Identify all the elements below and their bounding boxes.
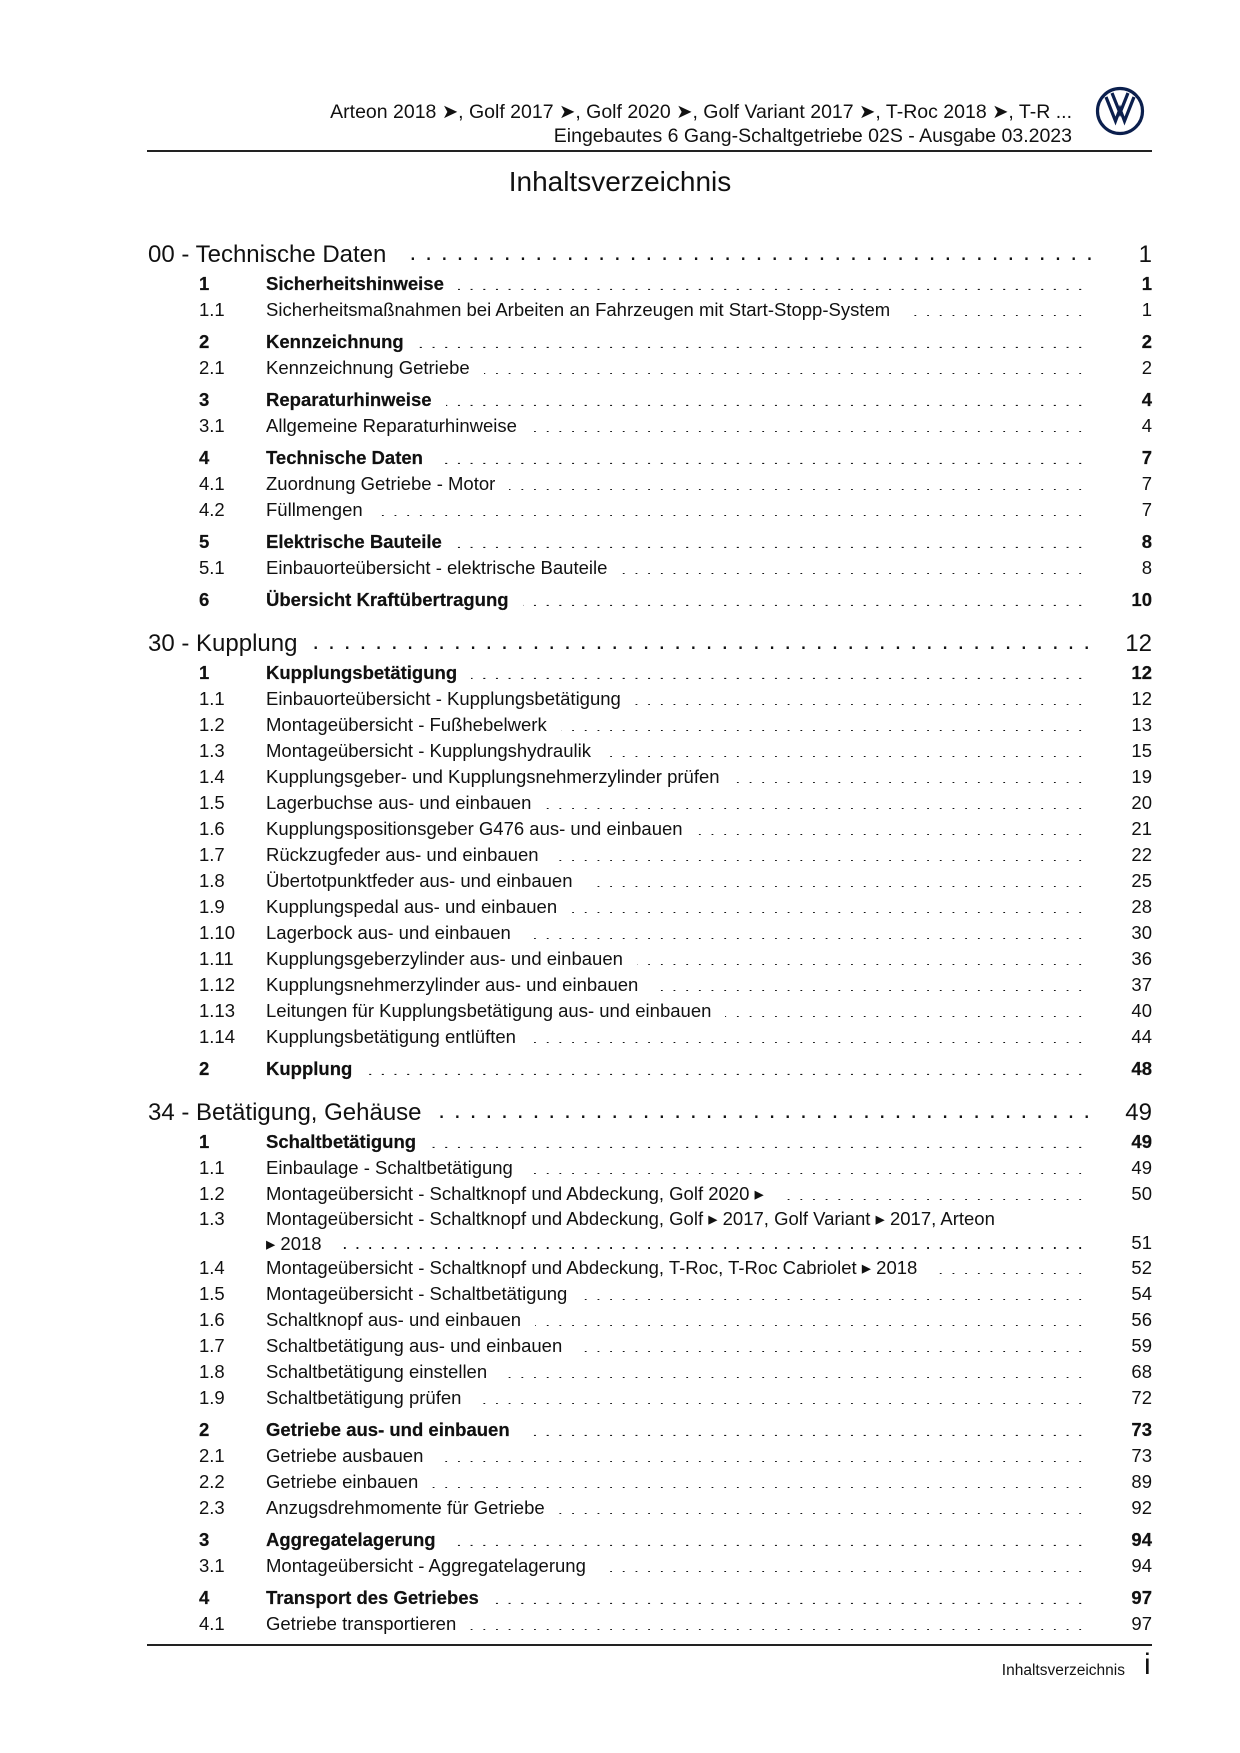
toc-entry-number: 5 <box>199 531 210 552</box>
toc-entry-label: Zuordnung Getriebe - Motor <box>266 473 496 494</box>
toc-entry[interactable] <box>148 1207 1152 1255</box>
toc-entry-number: 1.13 <box>199 1000 236 1021</box>
toc-entry-label: Technische Daten <box>266 447 423 468</box>
toc-entry-label-continued: ▸ 2018 <box>266 1232 322 1254</box>
toc-page-number: 56 <box>1131 1309 1152 1330</box>
toc-entry[interactable] <box>148 387 1152 413</box>
toc-entry-label: Schaltbetätigung <box>266 1131 417 1152</box>
toc-entry-label: Montageübersicht - Schaltknopf und Abdeckung, Golf ▸ 2017, Golf Variant ▸ 2017, Arteon <box>266 1208 995 1229</box>
toc-entry-number: 1.3 <box>199 740 225 761</box>
toc-entry-label: Transport des Getriebes <box>266 1587 479 1608</box>
toc-entry[interactable] <box>148 497 1152 523</box>
leader-dots <box>904 298 1084 317</box>
toc-entry-number: 3.1 <box>199 1555 225 1576</box>
toc-page-number: 22 <box>1131 844 1152 865</box>
toc-page-number: 1 <box>1141 299 1152 320</box>
toc-page-number: 37 <box>1131 974 1152 995</box>
leader-dots <box>734 765 1084 784</box>
toc-page-number: 72 <box>1131 1387 1152 1408</box>
toc-entry-number: 1.8 <box>199 870 225 891</box>
toc-entry-number: 1.1 <box>199 299 225 320</box>
header-divider <box>147 150 1152 152</box>
page-title: Inhaltsverzeichnis <box>508 166 732 197</box>
toc-entry-number: 6 <box>199 589 210 610</box>
leader-dots <box>553 843 1084 862</box>
footer-page-number: i <box>1144 1648 1151 1681</box>
toc-entry[interactable] <box>148 555 1152 581</box>
toc-page-number: 2 <box>1141 331 1152 352</box>
leader-dots <box>458 272 1084 291</box>
toc-page-number: 49 <box>1131 1157 1152 1178</box>
toc-entry-number: 2 <box>199 1058 210 1079</box>
toc-entry-number: 2.1 <box>199 357 225 378</box>
toc-entry-number: 4.1 <box>199 1613 225 1634</box>
leader-dots <box>523 588 1084 607</box>
toc-page-number: 89 <box>1131 1471 1152 1492</box>
toc-entry-number: 1.4 <box>199 766 225 787</box>
toc-entry-number: 1.11 <box>199 948 234 969</box>
header-subtitle-line: Eingebautes 6 Gang-Schaltgetriebe 02S - Ausgabe 03.2023 <box>553 125 1072 147</box>
leader-dots <box>576 1334 1084 1353</box>
toc-page-number: 50 <box>1131 1183 1152 1204</box>
toc-chapter-00[interactable] <box>148 238 1152 268</box>
toc-entry-label: Schaltbetätigung prüfen <box>266 1387 462 1408</box>
leader-dots <box>366 1057 1084 1076</box>
toc-entry[interactable] <box>148 1611 1152 1637</box>
toc-entry-number: 1.14 <box>199 1026 236 1047</box>
leader-dots <box>600 1554 1084 1573</box>
toc-page-number: 7 <box>1141 447 1152 468</box>
toc-page-number: 8 <box>1141 557 1152 578</box>
leader-dots <box>446 388 1084 407</box>
toc-entry-number: 2.3 <box>199 1497 225 1518</box>
toc-entry-number: 1 <box>199 273 210 294</box>
toc-entry[interactable] <box>148 1527 1152 1553</box>
vw-logo-icon <box>1095 86 1145 136</box>
toc-entry[interactable] <box>148 1359 1152 1385</box>
toc-page-number: 36 <box>1131 948 1152 969</box>
toc-page-number: 30 <box>1131 922 1152 943</box>
leader-dots <box>430 1130 1084 1149</box>
toc-page-number: 21 <box>1131 818 1152 839</box>
toc-page-number: 97 <box>1131 1587 1152 1608</box>
leader-dots <box>437 1444 1084 1463</box>
leader-dots <box>418 330 1084 349</box>
leader-dots <box>311 627 1091 651</box>
leader-dots <box>652 973 1084 992</box>
leader-dots <box>621 556 1084 575</box>
toc-entry-number: 4 <box>199 447 210 468</box>
toc-entry-label: Übersicht Kraftübertragung <box>266 589 509 610</box>
toc-entry-label: Montageübersicht - Kupplungshydraulik <box>266 740 591 761</box>
footer-section-name: Inhaltsverzeichnis <box>1001 1662 1125 1679</box>
leader-dots <box>545 791 1084 810</box>
toc-chapter-label: 00 - Technische Daten <box>148 241 387 268</box>
toc-page-number: 59 <box>1131 1335 1152 1356</box>
toc-entry[interactable] <box>148 355 1152 381</box>
toc-entry[interactable] <box>148 738 1152 764</box>
leader-dots <box>531 414 1084 433</box>
toc-entry-label: Montageübersicht - Schaltknopf und Abdeckung, T-Roc, T-Roc Cabriolet ▸ 2018 <box>266 1257 918 1278</box>
toc-page-number: 19 <box>1131 766 1152 787</box>
toc-page-number: 25 <box>1131 870 1152 891</box>
toc-chapter-label: 30 - Kupplung <box>148 630 298 657</box>
toc-page-number: 52 <box>1131 1257 1152 1278</box>
toc-entry-label: Kupplung <box>266 1058 353 1079</box>
toc-entry[interactable] <box>148 1024 1152 1050</box>
toc-chapter-34[interactable] <box>148 1096 1152 1126</box>
toc-entry-number: 1.10 <box>199 922 236 943</box>
toc-entry[interactable] <box>148 790 1152 816</box>
leader-dots <box>635 687 1084 706</box>
toc-page-number: 68 <box>1131 1361 1152 1382</box>
toc-entry[interactable] <box>148 946 1152 972</box>
toc-entry-label: Reparaturhinweise <box>266 389 432 410</box>
toc-entry[interactable] <box>148 1495 1152 1521</box>
toc-entry[interactable] <box>148 1333 1152 1359</box>
toc-entry[interactable] <box>148 587 1152 613</box>
toc-entry-number: 1.1 <box>199 688 225 709</box>
toc-entry[interactable] <box>148 920 1152 946</box>
toc-entry-number: 5.1 <box>199 557 225 578</box>
toc-page-number: 28 <box>1131 896 1152 917</box>
leader-dots <box>377 498 1084 517</box>
toc-entry[interactable] <box>148 271 1152 297</box>
toc-entry-number: 1.2 <box>199 714 225 735</box>
toc-entry-label: Kupplungspedal aus- und einbauen <box>266 896 558 917</box>
toc-page-number: 4 <box>1141 389 1152 410</box>
toc-page-number: 10 <box>1131 589 1152 610</box>
toc-page-number: 97 <box>1131 1613 1152 1634</box>
toc-entry[interactable] <box>148 1281 1152 1307</box>
toc-page-number: 49 <box>1131 1131 1152 1152</box>
toc-entry-number: 4 <box>199 1587 210 1608</box>
toc-entry-label: Füllmengen <box>266 499 363 520</box>
toc-entry-label: Kennzeichnung Getriebe <box>266 357 470 378</box>
toc-chapter-label: 34 - Betätigung, Gehäuse <box>148 1099 422 1126</box>
toc-entry-label: Allgemeine Reparaturhinweise <box>266 415 517 436</box>
toc-page-number: 7 <box>1141 473 1152 494</box>
toc-page-number: 1 <box>1141 273 1152 294</box>
toc-entry-number: 1.7 <box>199 1335 225 1356</box>
toc-page-number: 73 <box>1131 1445 1152 1466</box>
toc-entry-number: 1 <box>199 1131 210 1152</box>
toc-entry[interactable] <box>148 894 1152 920</box>
toc-entry[interactable] <box>148 1585 1152 1611</box>
toc-entry-number: 1.9 <box>199 896 225 917</box>
toc-entry-label: Lagerbock aus- und einbauen <box>266 922 511 943</box>
toc-entry[interactable] <box>148 1469 1152 1495</box>
toc-entry-label: Montageübersicht - Fußhebelwerk <box>266 714 547 735</box>
toc-entry-label: Schaltbetätigung einstellen <box>266 1361 488 1382</box>
leader-dots <box>525 921 1084 940</box>
toc-entry[interactable] <box>148 445 1152 471</box>
toc-entry-label: Sicherheitsmaßnahmen bei Arbeiten an Fahrzeugen mit Start-Stopp-System <box>266 299 891 320</box>
leader-dots <box>778 1182 1084 1201</box>
toc-entry-number: 2.2 <box>199 1471 225 1492</box>
toc-entry-label: Einbaulage - Schaltbetätigung <box>266 1157 513 1178</box>
toc-entry-label: Getriebe einbauen <box>266 1471 419 1492</box>
toc-entry-label: Leitungen für Kupplungsbetätigung aus- und einbauen <box>266 1000 712 1021</box>
toc-entry-number: 1.2 <box>199 1183 225 1204</box>
toc-entry[interactable] <box>148 1255 1152 1281</box>
toc-entry[interactable] <box>148 1307 1152 1333</box>
toc-page-number: 4 <box>1141 415 1152 436</box>
toc-page-number: 7 <box>1141 499 1152 520</box>
leader-dots <box>697 817 1084 836</box>
toc-entry-label: Montageübersicht - Schaltknopf und Abdeckung, Golf 2020 ▸ <box>266 1183 764 1204</box>
leader-dots <box>471 661 1084 680</box>
toc-entry[interactable] <box>148 842 1152 868</box>
leader-dots <box>432 1470 1084 1489</box>
toc-entry[interactable] <box>148 413 1152 439</box>
toc-page-number: 54 <box>1131 1283 1152 1304</box>
toc-entry-label: Kupplungsgeber- und Kupplungsnehmerzylinder prüfen <box>266 766 720 787</box>
leader-dots <box>605 739 1084 758</box>
toc-entry[interactable] <box>148 1385 1152 1411</box>
toc-entry-label: Kupplungspositionsgeber G476 aus- und einbauen <box>266 818 683 839</box>
leader-dots <box>587 869 1085 888</box>
toc-entry-label: Getriebe aus- und einbauen <box>266 1419 510 1440</box>
leader-dots <box>535 1308 1084 1327</box>
leader-dots <box>527 1156 1084 1175</box>
toc-entry[interactable] <box>148 816 1152 842</box>
toc-page-number: 44 <box>1131 1026 1152 1047</box>
toc-entry-label: Schaltbetätigung aus- und einbauen <box>266 1335 563 1356</box>
toc-entry-label: Einbauorteübersicht - Kupplungsbetätigung <box>266 688 621 709</box>
toc-entry-number: 3 <box>199 389 210 410</box>
toc-page-number: 2 <box>1141 357 1152 378</box>
leader-dots <box>559 1496 1084 1515</box>
toc-entry-label: Lagerbuchse aus- und einbauen <box>266 792 532 813</box>
toc-entry[interactable] <box>148 1443 1152 1469</box>
toc-entry[interactable] <box>148 712 1152 738</box>
toc-entry-label: Übertotpunktfeder aus- und einbauen <box>266 870 573 891</box>
leader-dots <box>400 238 1094 262</box>
toc-page-number: 40 <box>1131 1000 1152 1021</box>
toc-entry-label: Aggregatelagerung <box>266 1529 436 1550</box>
toc-page-number: 51 <box>1131 1232 1152 1253</box>
toc-entry[interactable] <box>148 1129 1152 1155</box>
toc-entry[interactable] <box>148 1155 1152 1181</box>
leader-dots <box>484 356 1084 375</box>
leader-dots <box>436 1096 1092 1120</box>
toc-entry[interactable] <box>148 329 1152 355</box>
toc-entry[interactable] <box>148 764 1152 790</box>
toc-page-number: 12 <box>1131 688 1152 709</box>
toc-entry-number: 1.6 <box>199 818 225 839</box>
leader-dots <box>437 446 1084 465</box>
toc-entry-number: 3 <box>199 1529 210 1550</box>
toc-entry-label: Getriebe ausbauen <box>266 1445 424 1466</box>
toc-entry-number: 1.3 <box>199 1208 225 1229</box>
toc-entry[interactable] <box>148 1417 1152 1443</box>
leader-dots <box>501 1360 1084 1379</box>
toc-entry-label: Getriebe transportieren <box>266 1613 457 1634</box>
toc-entry-number: 1 <box>199 662 210 683</box>
leader-dots <box>725 999 1084 1018</box>
toc-entry-label: Kupplungsgeberzylinder aus- und einbauen <box>266 948 623 969</box>
toc-entry[interactable] <box>148 868 1152 894</box>
toc-entry-label: Kupplungsnehmerzylinder aus- und einbauen <box>266 974 639 995</box>
toc-entry-number: 1.5 <box>199 1283 225 1304</box>
toc-page-number: 94 <box>1131 1555 1152 1576</box>
toc-entry[interactable] <box>148 660 1152 686</box>
toc-entry[interactable] <box>148 471 1152 497</box>
toc-entry-number: 2 <box>199 1419 210 1440</box>
toc-page-number: 12 <box>1131 662 1152 683</box>
toc-entry-number: 2.1 <box>199 1445 225 1466</box>
toc-entry-label: Montageübersicht - Schaltbetätigung <box>266 1283 568 1304</box>
toc-entry-number: 3.1 <box>199 415 225 436</box>
toc-entry-label: Kennzeichnung <box>266 331 404 352</box>
footer-divider <box>147 1644 1152 1646</box>
toc-entry-number: 1.5 <box>199 792 225 813</box>
leader-dots <box>470 1612 1084 1631</box>
leader-dots <box>493 1586 1084 1605</box>
toc-page-number: 15 <box>1131 740 1152 761</box>
toc-page-number: 92 <box>1131 1497 1152 1518</box>
toc-entry[interactable] <box>148 1056 1152 1082</box>
toc-entry-number: 1.1 <box>199 1157 225 1178</box>
toc-entry[interactable] <box>148 1553 1152 1579</box>
toc-entry[interactable] <box>148 998 1152 1024</box>
toc-page-number: 12 <box>1125 630 1152 657</box>
leader-dots <box>509 472 1084 491</box>
toc-page-number: 73 <box>1131 1419 1152 1440</box>
toc-entry-label: Rückzugfeder aus- und einbauen <box>266 844 539 865</box>
toc-entry-label: Einbauorteübersicht - elektrische Bauteile <box>266 557 608 578</box>
toc-page-number: 94 <box>1131 1529 1152 1550</box>
toc-page-number: 49 <box>1125 1099 1152 1126</box>
toc-entry-number: 1.7 <box>199 844 225 865</box>
toc-entry-label: Schaltknopf aus- und einbauen <box>266 1309 522 1330</box>
leader-dots <box>475 1386 1084 1405</box>
toc-page-number: 13 <box>1131 714 1152 735</box>
toc-entry[interactable] <box>148 297 1152 323</box>
toc-chapter-30[interactable] <box>148 627 1152 657</box>
header-models-line: Arteon 2018 ➤, Golf 2017 ➤, Golf 2020 ➤, Golf Variant 2017 ➤, T-Roc 2018 ➤, T-R ... <box>330 101 1072 123</box>
leader-dots <box>571 895 1084 914</box>
toc-entry-number: 2 <box>199 331 210 352</box>
toc-entry-label: Sicherheitshinweise <box>266 273 444 294</box>
leader-dots <box>931 1256 1084 1275</box>
toc-entry[interactable] <box>148 529 1152 555</box>
toc-entry-number: 1.8 <box>199 1361 225 1382</box>
toc-page-number: 1 <box>1138 241 1152 268</box>
toc-entry-label: Kupplungsbetätigung <box>266 662 458 683</box>
toc-entry[interactable] <box>148 1181 1152 1207</box>
toc-entry-number: 1.9 <box>199 1387 225 1408</box>
toc-entry-number: 1.6 <box>199 1309 225 1330</box>
toc-entry-label: Anzugsdrehmomente für Getriebe <box>266 1497 545 1518</box>
toc-entry-number: 1.12 <box>199 974 236 995</box>
toc-entry-number: 1.4 <box>199 1257 225 1278</box>
leader-dots <box>637 947 1084 966</box>
toc-page-number: 8 <box>1141 531 1152 552</box>
toc-entry-number: 4.1 <box>199 473 225 494</box>
toc-entry-label: Montageübersicht - Aggregatelagerung <box>266 1555 586 1576</box>
table-of-contents <box>148 238 1152 1637</box>
leader-dots <box>450 1528 1084 1547</box>
leader-dots <box>336 1231 1084 1250</box>
toc-entry[interactable] <box>148 686 1152 712</box>
leader-dots <box>524 1418 1084 1437</box>
leader-dots <box>581 1282 1084 1301</box>
toc-entry[interactable] <box>148 972 1152 998</box>
leader-dots <box>561 713 1084 732</box>
toc-page-number: 20 <box>1131 792 1152 813</box>
toc-entry-label: Kupplungsbetätigung entlüften <box>266 1026 516 1047</box>
leader-dots <box>456 530 1084 549</box>
toc-entry-label: Elektrische Bauteile <box>266 531 442 552</box>
toc-entry-number: 4.2 <box>199 499 225 520</box>
leader-dots <box>530 1025 1084 1044</box>
toc-page-number: 48 <box>1131 1058 1152 1079</box>
